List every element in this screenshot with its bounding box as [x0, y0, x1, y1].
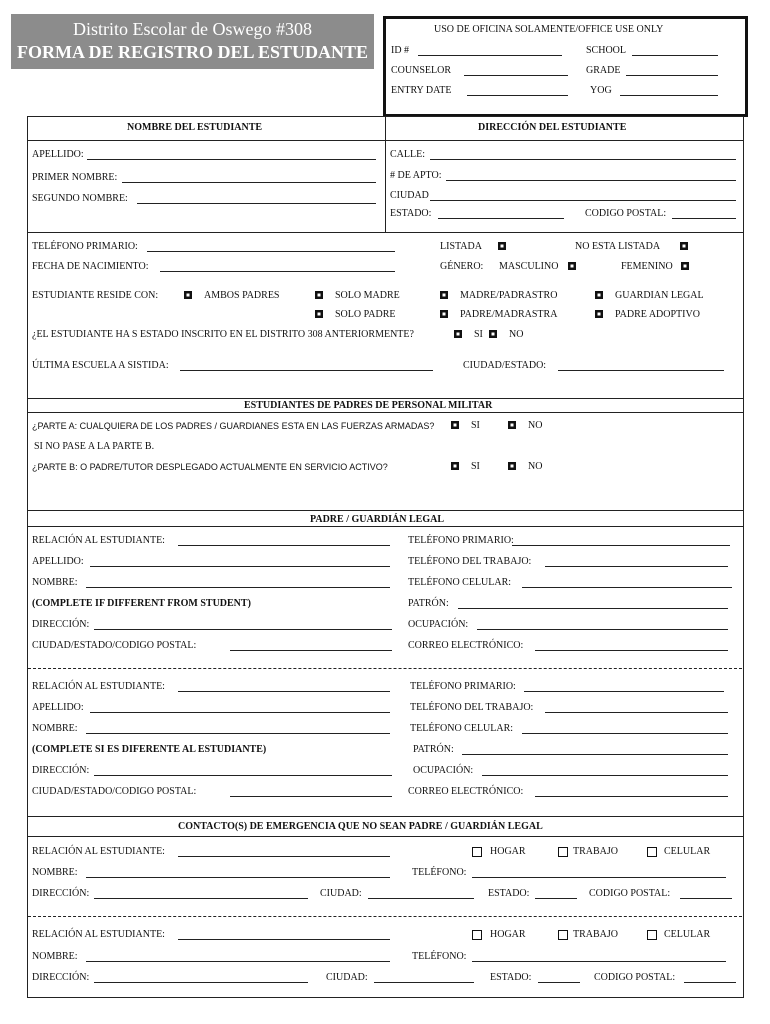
emergency1-address-field[interactable]: [94, 898, 308, 899]
emergency2-work-checkbox[interactable]: [558, 930, 568, 940]
street-label: CALLE:: [390, 149, 425, 160]
guardian2-relation-field[interactable]: [178, 691, 390, 692]
female-label: FEMENINO: [621, 261, 673, 272]
guardian1-employer-field[interactable]: [458, 608, 728, 609]
guardian1-phone-work-field[interactable]: [545, 566, 728, 567]
emergency2-phone-field[interactable]: [472, 961, 726, 962]
father-only-checkbox[interactable]: [315, 310, 323, 318]
emergency2-cell-checkbox[interactable]: [647, 930, 657, 940]
guardian1-relation-field[interactable]: [178, 545, 390, 546]
guardian1-phone-cell-label: TELÉFONO CELULAR:: [408, 577, 512, 588]
last-school-label: ÚLTIMA ESCUELA A SISTIDA:: [32, 360, 169, 371]
guardian-label: GUARDIAN LEGAL: [615, 290, 704, 301]
name-address-divider: [385, 116, 386, 232]
office-school-label: SCHOOL: [586, 45, 627, 56]
guardian2-email-field[interactable]: [535, 796, 728, 797]
office-entry-date-field[interactable]: [467, 95, 568, 96]
resides-with-label: ESTUDIANTE RESIDE CON:: [32, 290, 159, 301]
guardian2-occupation-field[interactable]: [482, 775, 728, 776]
emergency2-name-field[interactable]: [86, 961, 390, 962]
last-school-field[interactable]: [180, 370, 433, 371]
guardian1-address-label: DIRECCIÓN:: [32, 619, 90, 630]
military-part-a: ¿PARTE A: CUALQUIERA DE LOS PADRES / GUARDIANES ESTA EN LAS FUERZAS ARMADAS?: [32, 421, 435, 431]
section-rule: [27, 398, 743, 399]
emergency1-cell-checkbox[interactable]: [647, 847, 657, 857]
mother-stepfather-label: MADRE/PADRASTRO: [460, 290, 558, 301]
middle-name-label: SEGUNDO NOMBRE:: [32, 193, 128, 204]
section-rule: [27, 816, 743, 817]
state-label: ESTADO:: [390, 208, 432, 219]
guardian1-email-label: CORREO ELECTRÓNICO:: [408, 640, 524, 651]
enrolled-yes-checkbox[interactable]: [454, 330, 462, 338]
gender-label: GÉNERO:: [440, 261, 484, 272]
section-rule: [27, 526, 743, 527]
military-part-b: ¿PARTE B: O PADRE/TUTOR DESPLEGADO ACTUALMENTE EN SERVICIO ACTIVO?: [32, 462, 388, 472]
enrolled-before-question: ¿EL ESTUDIANTE HA S ESTADO INSCRITO EN EL DISTRITO 308 ANTERIORMENTE?: [32, 329, 414, 340]
emergency1-city-field[interactable]: [368, 898, 474, 899]
guardian2-email-label: CORREO ELECTRÓNICO:: [408, 786, 524, 797]
part-b-no-checkbox[interactable]: [508, 462, 516, 470]
emergency2-state-field[interactable]: [538, 982, 580, 983]
emergency1-zip-field[interactable]: [680, 898, 732, 899]
emergency1-name-field[interactable]: [86, 877, 390, 878]
city-field[interactable]: [430, 200, 736, 201]
office-counselor-field[interactable]: [464, 75, 568, 76]
student-name-header: NOMBRE DEL ESTUDIANTE: [127, 122, 263, 133]
guardian2-phone-primary-field[interactable]: [524, 691, 724, 692]
guardian1-occupation-field[interactable]: [477, 629, 728, 630]
emergency2-city-field[interactable]: [374, 982, 474, 983]
guardian2-phone-cell-label: TELÉFONO CELULAR:: [410, 723, 514, 734]
guardian1-phone-work-label: TELÉFONO DEL TRABAJO:: [408, 556, 532, 567]
dob-field[interactable]: [160, 271, 395, 272]
part-a-yes-checkbox[interactable]: [451, 421, 459, 429]
emergency1-relation-field[interactable]: [178, 856, 390, 857]
guardian2-complete-note: (COMPLETE SI ES DIFERENTE AL ESTUDIANTE): [32, 744, 267, 755]
part-b-yes-label: SI: [471, 461, 480, 472]
form-title: FORMA DE REGISTRO DEL ESTUDANTE: [16, 42, 369, 62]
street-field[interactable]: [430, 159, 736, 160]
state-field[interactable]: [438, 218, 564, 219]
office-id-label: ID #: [391, 45, 410, 56]
office-use-title: USO DE OFICINA SOLAMENTE/OFFICE USE ONLY: [434, 24, 664, 35]
emergency1-state-label: ESTADO:: [488, 888, 530, 899]
emergency2-cell-label: CELULAR: [664, 929, 711, 940]
mother-only-label: SOLO MADRE: [335, 290, 400, 301]
part-b-no-label: NO: [528, 461, 543, 472]
guardian-divider: [28, 668, 742, 669]
father-only-label: SOLO PADRE: [335, 309, 396, 320]
guardian2-phone-primary-label: TELÉFONO PRIMARIO:: [410, 681, 516, 692]
emergency2-state-label: ESTADO:: [490, 972, 532, 983]
guardian2-occupation-label: OCUPACIÓN:: [413, 765, 474, 776]
both-parents-label: AMBOS PADRES: [204, 290, 280, 301]
not-listed-checkbox[interactable]: [680, 242, 688, 250]
guardian1-last-field[interactable]: [90, 566, 390, 567]
zip-field[interactable]: [672, 218, 736, 219]
district-name: Distrito Escolar de Oswego #308: [73, 19, 312, 39]
last-name-label: APELLIDO:: [32, 149, 84, 160]
guardian2-phone-cell-field[interactable]: [522, 733, 728, 734]
office-yog-label: YOG: [590, 85, 612, 96]
emergency1-state-field[interactable]: [535, 898, 577, 899]
emergency1-home-checkbox[interactable]: [472, 847, 482, 857]
emergency2-home-label: HOGAR: [490, 929, 526, 940]
section-rule: [27, 140, 743, 141]
mother-only-checkbox[interactable]: [315, 291, 323, 299]
emergency2-city-label: CIUDAD:: [326, 972, 368, 983]
guardian1-occupation-label: OCUPACIÓN:: [408, 619, 469, 630]
emergency1-cell-label: CELULAR: [664, 846, 711, 857]
not-listed-label: NO ESTA LISTADA: [575, 241, 661, 252]
guardian2-last-field[interactable]: [90, 712, 390, 713]
first-name-label: PRIMER NOMBRE:: [32, 172, 118, 183]
enrolled-no-checkbox[interactable]: [489, 330, 497, 338]
guardian2-name-label: NOMBRE:: [32, 723, 78, 734]
listed-checkbox[interactable]: [498, 242, 506, 250]
emergency2-phone-label: TELÉFONO:: [412, 951, 467, 962]
mother-stepfather-checkbox[interactable]: [440, 291, 448, 299]
office-grade-field[interactable]: [626, 75, 718, 76]
part-a-no-label: NO: [528, 420, 543, 431]
guardian2-city-state-zip-label: CIUDAD/ESTADO/CODIGO POSTAL:: [32, 786, 197, 797]
guardian1-complete-note: (COMPLETE IF DIFFERENT FROM STUDENT): [32, 598, 251, 609]
emergency2-home-checkbox[interactable]: [472, 930, 482, 940]
guardian1-phone-primary-label: TELÉFONO PRIMARIO:: [408, 535, 514, 546]
office-grade-label: GRADE: [586, 65, 621, 76]
emergency2-relation-field[interactable]: [178, 939, 390, 940]
first-name-field[interactable]: [122, 182, 376, 183]
emergency1-phone-label: TELÉFONO:: [412, 867, 467, 878]
guardian1-email-field[interactable]: [535, 650, 728, 651]
guardian2-relation-label: RELACIÓN AL ESTUDIANTE:: [32, 681, 165, 692]
both-parents-checkbox[interactable]: [184, 291, 192, 299]
office-id-field[interactable]: [418, 55, 562, 56]
emergency2-name-label: NOMBRE:: [32, 951, 78, 962]
emergency2-zip-field[interactable]: [684, 982, 736, 983]
father-stepmother-label: PADRE/MADRASTRA: [460, 309, 558, 320]
guardian1-name-field[interactable]: [86, 587, 390, 588]
part-a-yes-label: SI: [471, 420, 480, 431]
city-label: CIUDAD: [390, 190, 429, 201]
guardian1-relation-label: RELACIÓN AL ESTUDIANTE:: [32, 535, 165, 546]
form-title-banner: [11, 14, 374, 69]
apt-label: # DE APTO:: [390, 170, 442, 181]
last-school-city-label: CIUDAD/ESTADO:: [463, 360, 547, 371]
emergency1-home-label: HOGAR: [490, 846, 526, 857]
guardian-checkbox[interactable]: [595, 291, 603, 299]
male-checkbox[interactable]: [568, 262, 576, 270]
emergency2-address-label: DIRECCIÓN:: [32, 972, 90, 983]
guardian1-address-field[interactable]: [94, 629, 392, 630]
guardian1-phone-primary-field[interactable]: [512, 545, 730, 546]
male-label: MASCULINO: [499, 261, 559, 272]
section-rule: [27, 232, 743, 233]
primary-phone-label: TELÉFONO PRIMARIO:: [32, 241, 138, 252]
last-name-field[interactable]: [87, 159, 376, 160]
dob-label: FECHA DE NACIMIENTO:: [32, 261, 149, 272]
guardian2-name-field[interactable]: [86, 733, 390, 734]
adoptive-parent-checkbox[interactable]: [595, 310, 603, 318]
section-rule: [27, 836, 743, 837]
enrolled-no-label: NO: [509, 329, 524, 340]
apt-field[interactable]: [446, 180, 736, 181]
guardian1-city-state-zip-field[interactable]: [230, 650, 392, 651]
emergency1-work-checkbox[interactable]: [558, 847, 568, 857]
emergency-header: CONTACTO(S) DE EMERGENCIA QUE NO SEAN PADRE / GUARDIÁN LEGAL: [178, 821, 543, 832]
guardian2-phone-work-label: TELÉFONO DEL TRABAJO:: [410, 702, 534, 713]
section-rule: [27, 412, 743, 413]
guardian1-employer-label: PATRÓN:: [408, 598, 449, 609]
section-rule: [27, 510, 743, 511]
office-yog-field[interactable]: [620, 95, 718, 96]
emergency1-city-label: CIUDAD:: [320, 888, 362, 899]
female-checkbox[interactable]: [681, 262, 689, 270]
guardian1-name-label: NOMBRE:: [32, 577, 78, 588]
office-counselor-label: COUNSELOR: [391, 65, 452, 76]
guardian-header: PADRE / GUARDIÁN LEGAL: [310, 514, 444, 525]
office-entry-date-label: ENTRY DATE: [391, 85, 452, 96]
primary-phone-field[interactable]: [147, 251, 395, 252]
emergency1-phone-field[interactable]: [472, 877, 726, 878]
office-school-field[interactable]: [632, 55, 718, 56]
middle-name-field[interactable]: [137, 203, 376, 204]
emergency1-relation-label: RELACIÓN AL ESTUDIANTE:: [32, 846, 165, 857]
military-header: ESTUDIANTES DE PADRES DE PERSONAL MILITAR: [244, 400, 493, 411]
guardian1-phone-cell-field[interactable]: [522, 587, 732, 588]
emergency2-work-label: TRABAJO: [573, 929, 619, 940]
guardian1-city-state-zip-label: CIUDAD/ESTADO/CODIGO POSTAL:: [32, 640, 197, 651]
guardian2-employer-field[interactable]: [462, 754, 728, 755]
guardian2-employer-label: PATRÓN:: [413, 744, 454, 755]
emergency1-address-label: DIRECCIÓN:: [32, 888, 90, 899]
emergency2-relation-label: RELACIÓN AL ESTUDIANTE:: [32, 929, 165, 940]
part-b-yes-checkbox[interactable]: [451, 462, 459, 470]
guardian2-city-state-zip-field[interactable]: [230, 796, 392, 797]
emergency1-zip-label: CODIGO POSTAL:: [589, 888, 671, 899]
military-if-no: SI NO PASE A LA PARTE B.: [34, 441, 155, 452]
father-stepmother-checkbox[interactable]: [440, 310, 448, 318]
listed-label: LISTADA: [440, 241, 482, 252]
zip-label: CODIGO POSTAL:: [585, 208, 667, 219]
part-a-no-checkbox[interactable]: [508, 421, 516, 429]
guardian2-address-label: DIRECCIÓN:: [32, 765, 90, 776]
emergency1-name-label: NOMBRE:: [32, 867, 78, 878]
guardian2-last-label: APELLIDO:: [32, 702, 84, 713]
emergency-divider: [28, 916, 742, 917]
emergency1-work-label: TRABAJO: [573, 846, 619, 857]
guardian2-phone-work-field[interactable]: [545, 712, 728, 713]
guardian1-last-label: APELLIDO:: [32, 556, 84, 567]
emergency2-address-field[interactable]: [94, 982, 308, 983]
enrolled-yes-label: SI: [474, 329, 483, 340]
student-address-header: DIRECCIÓN DEL ESTUDIANTE: [478, 122, 627, 133]
emergency2-zip-label: CODIGO POSTAL:: [594, 972, 676, 983]
last-school-city-field[interactable]: [558, 370, 724, 371]
guardian2-address-field[interactable]: [94, 775, 392, 776]
adoptive-parent-label: PADRE ADOPTIVO: [615, 309, 700, 320]
